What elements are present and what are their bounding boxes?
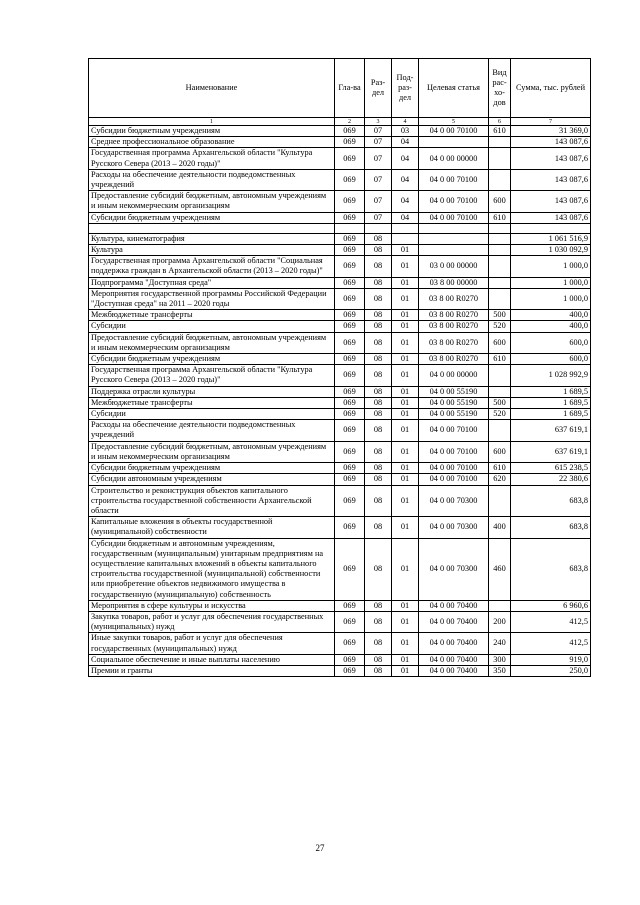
cell-vid xyxy=(489,256,511,277)
cell-sum: 400,0 xyxy=(511,321,591,332)
cell-article: 04 0 00 70300 xyxy=(419,485,489,517)
cell-sum: 1 061 516,9 xyxy=(511,233,591,244)
table-body xyxy=(89,126,591,677)
cell-vid xyxy=(489,148,511,169)
cell-podrazdel: 04 xyxy=(392,148,419,169)
cell-vid: 200 xyxy=(489,611,511,632)
cell-name: Предоставление субсидий бюджетным, автономным учреждениям и иным некоммерческим организациям xyxy=(89,441,335,462)
cell-sum: 6 960,6 xyxy=(511,600,591,611)
cell-glava: 069 xyxy=(335,420,365,441)
cell-vid xyxy=(489,386,511,397)
cell-article: 04 0 00 70100 xyxy=(419,474,489,485)
cell-vid xyxy=(489,223,511,233)
cell-article: 03 8 00 R0270 xyxy=(419,321,489,332)
cell-razdel: 08 xyxy=(365,321,392,332)
table-row xyxy=(89,191,591,212)
cell-article: 04 0 00 70400 xyxy=(419,600,489,611)
cell-glava: 069 xyxy=(335,321,365,332)
cell-glava xyxy=(335,223,365,233)
header-razdel: Раз-дел xyxy=(365,59,392,118)
table-row xyxy=(89,126,591,137)
cell-vid: 520 xyxy=(489,409,511,420)
cell-razdel: 08 xyxy=(365,485,392,517)
cell-article: 04 0 00 70100 xyxy=(419,441,489,462)
table-row xyxy=(89,256,591,277)
cell-podrazdel: 01 xyxy=(392,365,419,386)
cell-vid: 600 xyxy=(489,332,511,353)
cell-razdel: 08 xyxy=(365,332,392,353)
cell-podrazdel: 01 xyxy=(392,463,419,474)
table-row xyxy=(89,212,591,223)
cell-razdel: 08 xyxy=(365,633,392,654)
cell-sum: 22 380,6 xyxy=(511,474,591,485)
cell-podrazdel: 04 xyxy=(392,137,419,148)
cell-article: 04 0 00 70100 xyxy=(419,169,489,190)
cell-sum: 143 087,6 xyxy=(511,169,591,190)
column-number: 4 xyxy=(392,118,419,126)
cell-razdel: 08 xyxy=(365,277,392,288)
table-row xyxy=(89,441,591,462)
cell-sum: 1 000,0 xyxy=(511,256,591,277)
cell-sum: 919,0 xyxy=(511,654,591,665)
cell-sum: 637 619,1 xyxy=(511,420,591,441)
cell-sum: 400,0 xyxy=(511,310,591,321)
cell-article: 04 0 00 70400 xyxy=(419,611,489,632)
header-name: Наименование xyxy=(89,59,335,118)
cell-razdel: 08 xyxy=(365,288,392,309)
cell-name: Капитальные вложения в объекты государственной (муниципальной) собственности xyxy=(89,517,335,538)
cell-sum: 143 087,6 xyxy=(511,137,591,148)
cell-sum: 31 369,0 xyxy=(511,126,591,137)
cell-article: 04 0 00 00000 xyxy=(419,365,489,386)
cell-glava: 069 xyxy=(335,665,365,676)
cell-article: 03 8 00 00000 xyxy=(419,277,489,288)
cell-name: Закупка товаров, работ и услуг для обеспечения государственных (муниципальных) нужд xyxy=(89,611,335,632)
cell-vid: 520 xyxy=(489,321,511,332)
cell-name: Культура xyxy=(89,245,335,256)
cell-name: Иные закупки товаров, работ и услуг для обеспечения государственных (муниципальных) нужд xyxy=(89,633,335,654)
cell-glava: 069 xyxy=(335,538,365,600)
cell-sum: 1 000,0 xyxy=(511,277,591,288)
table-row xyxy=(89,310,591,321)
cell-podrazdel: 01 xyxy=(392,386,419,397)
cell-razdel: 08 xyxy=(365,517,392,538)
cell-razdel: 08 xyxy=(365,538,392,600)
cell-vid: 240 xyxy=(489,633,511,654)
cell-vid: 460 xyxy=(489,538,511,600)
cell-razdel: 08 xyxy=(365,463,392,474)
cell-glava: 069 xyxy=(335,288,365,309)
cell-glava: 069 xyxy=(335,277,365,288)
cell-name: Государственная программа Архангельской области "Социальная поддержка граждан в Архангельской области (2013 – 2020 годы)" xyxy=(89,256,335,277)
cell-name: Субсидии бюджетным учреждениям xyxy=(89,463,335,474)
cell-razdel: 08 xyxy=(365,386,392,397)
cell-vid xyxy=(489,245,511,256)
cell-podrazdel: 01 xyxy=(392,517,419,538)
cell-sum: 1 030 092,9 xyxy=(511,245,591,256)
cell-glava: 069 xyxy=(335,386,365,397)
cell-glava: 069 xyxy=(335,517,365,538)
cell-article: 04 0 00 55190 xyxy=(419,386,489,397)
cell-podrazdel: 01 xyxy=(392,245,419,256)
cell-vid xyxy=(489,485,511,517)
cell-sum: 600,0 xyxy=(511,354,591,365)
cell-podrazdel: 01 xyxy=(392,474,419,485)
cell-glava: 069 xyxy=(335,148,365,169)
cell-article: 04 0 00 70400 xyxy=(419,633,489,654)
cell-vid xyxy=(489,420,511,441)
cell-name: Социальное обеспечение и иные выплаты населению xyxy=(89,654,335,665)
cell-razdel: 08 xyxy=(365,256,392,277)
column-number-row xyxy=(89,118,591,126)
table-row xyxy=(89,148,591,169)
cell-sum: 1 028 992,9 xyxy=(511,365,591,386)
cell-glava: 069 xyxy=(335,332,365,353)
cell-glava: 069 xyxy=(335,397,365,408)
cell-article: 04 0 00 70100 xyxy=(419,420,489,441)
cell-name: Премии и гранты xyxy=(89,665,335,676)
cell-glava: 069 xyxy=(335,137,365,148)
cell-article: 03 0 00 00000 xyxy=(419,256,489,277)
table-row xyxy=(89,137,591,148)
cell-name: Субсидии xyxy=(89,409,335,420)
cell-vid: 400 xyxy=(489,517,511,538)
table-row xyxy=(89,600,591,611)
cell-name: Межбюджетные трансферты xyxy=(89,310,335,321)
cell-name: Мероприятия государственной программы Российской Федерации "Доступная среда" на 2011 – 2020 годы xyxy=(89,288,335,309)
cell-article xyxy=(419,233,489,244)
header-sum: Сумма, тыс. рублей xyxy=(511,59,591,118)
cell-razdel: 08 xyxy=(365,474,392,485)
column-number: 5 xyxy=(419,118,489,126)
cell-podrazdel: 01 xyxy=(392,409,419,420)
cell-podrazdel: 01 xyxy=(392,538,419,600)
table-row xyxy=(89,288,591,309)
table-row xyxy=(89,409,591,420)
column-number: 1 xyxy=(89,118,335,126)
column-number: 2 xyxy=(335,118,365,126)
cell-sum: 412,5 xyxy=(511,633,591,654)
cell-name: Строительство и реконструкция объектов капитального строительства государственной собственности Архангельской области xyxy=(89,485,335,517)
cell-name: Расходы на обеспечение деятельности подведомственных учреждений xyxy=(89,169,335,190)
cell-name: Субсидии бюджетным и автономным учреждениям, государственным (муниципальным) унитарным предприятиям на осуществление капитальных вложений в объекты капитального строительства государственной (муниципальной) собственности или приобретение объектов недвижимого имущества в государственную (муниципальную) собственность xyxy=(89,538,335,600)
cell-podrazdel: 01 xyxy=(392,441,419,462)
cell-vid: 610 xyxy=(489,354,511,365)
cell-glava: 069 xyxy=(335,654,365,665)
cell-vid: 350 xyxy=(489,665,511,676)
cell-podrazdel: 01 xyxy=(392,277,419,288)
table-row xyxy=(89,233,591,244)
cell-article: 03 8 00 R0270 xyxy=(419,288,489,309)
cell-glava: 069 xyxy=(335,354,365,365)
cell-sum: 1 000,0 xyxy=(511,288,591,309)
table-row xyxy=(89,245,591,256)
cell-razdel: 08 xyxy=(365,397,392,408)
cell-razdel: 07 xyxy=(365,126,392,137)
cell-name: Субсидии бюджетным учреждениям xyxy=(89,212,335,223)
table-row xyxy=(89,665,591,676)
cell-vid xyxy=(489,288,511,309)
cell-podrazdel xyxy=(392,223,419,233)
cell-razdel: 08 xyxy=(365,365,392,386)
header-article: Целевая статья xyxy=(419,59,489,118)
cell-name: Государственная программа Архангельской области "Культура Русского Севера (2013 – 2020 годы)" xyxy=(89,148,335,169)
cell-razdel: 07 xyxy=(365,191,392,212)
cell-podrazdel: 01 xyxy=(392,354,419,365)
cell-article: 03 8 00 R0270 xyxy=(419,354,489,365)
cell-podrazdel: 01 xyxy=(392,420,419,441)
cell-glava: 069 xyxy=(335,474,365,485)
cell-article: 04 0 00 70300 xyxy=(419,538,489,600)
cell-name: Субсидии бюджетным учреждениям xyxy=(89,354,335,365)
cell-sum: 600,0 xyxy=(511,332,591,353)
cell-podrazdel: 01 xyxy=(392,600,419,611)
cell-vid xyxy=(489,137,511,148)
cell-vid xyxy=(489,277,511,288)
cell-podrazdel: 04 xyxy=(392,212,419,223)
table-row xyxy=(89,321,591,332)
cell-razdel: 08 xyxy=(365,233,392,244)
cell-name: Межбюджетные трансферты xyxy=(89,397,335,408)
cell-article: 04 0 00 55190 xyxy=(419,397,489,408)
cell-vid: 610 xyxy=(489,463,511,474)
cell-article: 04 0 00 70300 xyxy=(419,517,489,538)
cell-article: 04 0 00 70100 xyxy=(419,191,489,212)
cell-glava: 069 xyxy=(335,409,365,420)
table-row xyxy=(89,633,591,654)
cell-glava: 069 xyxy=(335,633,365,654)
cell-podrazdel: 01 xyxy=(392,611,419,632)
cell-podrazdel xyxy=(392,233,419,244)
cell-article: 04 0 00 55190 xyxy=(419,409,489,420)
table-row xyxy=(89,517,591,538)
cell-article: 04 0 00 70100 xyxy=(419,126,489,137)
cell-razdel: 08 xyxy=(365,600,392,611)
cell-razdel: 08 xyxy=(365,310,392,321)
cell-sum: 615 238,5 xyxy=(511,463,591,474)
cell-podrazdel: 01 xyxy=(392,485,419,517)
cell-name: Поддержка отрасли культуры xyxy=(89,386,335,397)
table-row xyxy=(89,169,591,190)
cell-article: 04 0 00 70100 xyxy=(419,463,489,474)
cell-vid: 600 xyxy=(489,441,511,462)
column-number: 7 xyxy=(511,118,591,126)
cell-razdel: 08 xyxy=(365,441,392,462)
cell-name: Государственная программа Архангельской области "Культура Русского Севера (2013 – 2020 годы)" xyxy=(89,365,335,386)
cell-glava: 069 xyxy=(335,256,365,277)
cell-name: Предоставление субсидий бюджетным, автономным учреждениям и иным некоммерческим организациям xyxy=(89,332,335,353)
cell-podrazdel: 01 xyxy=(392,654,419,665)
table-row xyxy=(89,365,591,386)
cell-sum: 412,5 xyxy=(511,611,591,632)
cell-glava: 069 xyxy=(335,600,365,611)
cell-sum: 143 087,6 xyxy=(511,191,591,212)
table-row xyxy=(89,277,591,288)
cell-vid: 600 xyxy=(489,191,511,212)
cell-vid: 620 xyxy=(489,474,511,485)
cell-razdel: 07 xyxy=(365,169,392,190)
header-vid: Вид рас-хо-дов xyxy=(489,59,511,118)
cell-glava: 069 xyxy=(335,233,365,244)
cell-glava: 069 xyxy=(335,611,365,632)
cell-sum: 637 619,1 xyxy=(511,441,591,462)
cell-vid xyxy=(489,233,511,244)
cell-name: Культура, кинематография xyxy=(89,233,335,244)
cell-article xyxy=(419,223,489,233)
cell-podrazdel: 04 xyxy=(392,169,419,190)
column-number: 6 xyxy=(489,118,511,126)
cell-vid xyxy=(489,365,511,386)
cell-razdel xyxy=(365,223,392,233)
cell-article: 03 8 00 R0270 xyxy=(419,332,489,353)
cell-vid xyxy=(489,600,511,611)
cell-podrazdel: 01 xyxy=(392,256,419,277)
cell-sum xyxy=(511,223,591,233)
cell-article: 04 0 00 70400 xyxy=(419,665,489,676)
cell-sum: 1 689,5 xyxy=(511,397,591,408)
cell-glava: 069 xyxy=(335,463,365,474)
table-row xyxy=(89,420,591,441)
cell-glava: 069 xyxy=(335,485,365,517)
cell-sum: 143 087,6 xyxy=(511,212,591,223)
cell-podrazdel: 01 xyxy=(392,633,419,654)
cell-razdel: 08 xyxy=(365,611,392,632)
cell-name: Мероприятия в сфере культуры и искусства xyxy=(89,600,335,611)
cell-podrazdel: 01 xyxy=(392,310,419,321)
cell-glava: 069 xyxy=(335,212,365,223)
table-row xyxy=(89,354,591,365)
cell-vid: 500 xyxy=(489,397,511,408)
cell-name: Расходы на обеспечение деятельности подведомственных учреждений xyxy=(89,420,335,441)
cell-article: 04 0 00 70400 xyxy=(419,654,489,665)
cell-glava: 069 xyxy=(335,245,365,256)
budget-table xyxy=(88,58,591,677)
cell-name: Среднее профессиональное образование xyxy=(89,137,335,148)
cell-glava: 069 xyxy=(335,441,365,462)
cell-podrazdel: 01 xyxy=(392,397,419,408)
table-row xyxy=(89,397,591,408)
table-row xyxy=(89,474,591,485)
cell-name: Подпрограмма "Доступная среда" xyxy=(89,277,335,288)
cell-article: 04 0 00 00000 xyxy=(419,148,489,169)
table-row xyxy=(89,332,591,353)
cell-podrazdel: 04 xyxy=(392,191,419,212)
cell-vid: 610 xyxy=(489,126,511,137)
table-row xyxy=(89,485,591,517)
header-row xyxy=(89,59,591,118)
cell-podrazdel: 03 xyxy=(392,126,419,137)
cell-glava: 069 xyxy=(335,126,365,137)
cell-razdel: 07 xyxy=(365,148,392,169)
cell-razdel: 08 xyxy=(365,654,392,665)
table-row xyxy=(89,654,591,665)
cell-sum: 683,8 xyxy=(511,485,591,517)
header-podrazdel: Под-раз-дел xyxy=(392,59,419,118)
cell-name xyxy=(89,223,335,233)
cell-vid: 300 xyxy=(489,654,511,665)
cell-glava: 069 xyxy=(335,169,365,190)
cell-podrazdel: 01 xyxy=(392,321,419,332)
cell-name: Субсидии бюджетным учреждениям xyxy=(89,126,335,137)
column-number: 3 xyxy=(365,118,392,126)
cell-name: Субсидии автономным учреждениям xyxy=(89,474,335,485)
cell-article xyxy=(419,245,489,256)
cell-name: Предоставление субсидий бюджетным, автономным учреждениям и иным некоммерческим организациям xyxy=(89,191,335,212)
cell-razdel: 08 xyxy=(365,354,392,365)
cell-sum: 1 689,5 xyxy=(511,386,591,397)
cell-sum: 250,0 xyxy=(511,665,591,676)
cell-razdel: 07 xyxy=(365,212,392,223)
cell-razdel: 08 xyxy=(365,420,392,441)
cell-sum: 683,8 xyxy=(511,538,591,600)
cell-sum: 1 689,5 xyxy=(511,409,591,420)
header-glava: Гла-ва xyxy=(335,59,365,118)
table-row xyxy=(89,386,591,397)
cell-vid: 610 xyxy=(489,212,511,223)
cell-article: 03 8 00 R0270 xyxy=(419,310,489,321)
cell-sum: 683,8 xyxy=(511,517,591,538)
table-row xyxy=(89,223,591,233)
cell-sum: 143 087,6 xyxy=(511,148,591,169)
cell-podrazdel: 01 xyxy=(392,665,419,676)
cell-glava: 069 xyxy=(335,191,365,212)
cell-glava: 069 xyxy=(335,310,365,321)
cell-razdel: 08 xyxy=(365,409,392,420)
table-row xyxy=(89,611,591,632)
cell-vid: 500 xyxy=(489,310,511,321)
cell-razdel: 08 xyxy=(365,245,392,256)
cell-article xyxy=(419,137,489,148)
cell-razdel: 08 xyxy=(365,665,392,676)
page-number: 27 xyxy=(315,843,325,853)
cell-vid xyxy=(489,169,511,190)
cell-razdel: 07 xyxy=(365,137,392,148)
cell-name: Субсидии xyxy=(89,321,335,332)
cell-podrazdel: 01 xyxy=(392,332,419,353)
table-row xyxy=(89,463,591,474)
table-row xyxy=(89,538,591,600)
cell-glava: 069 xyxy=(335,365,365,386)
cell-podrazdel: 01 xyxy=(392,288,419,309)
cell-article: 04 0 00 70100 xyxy=(419,212,489,223)
